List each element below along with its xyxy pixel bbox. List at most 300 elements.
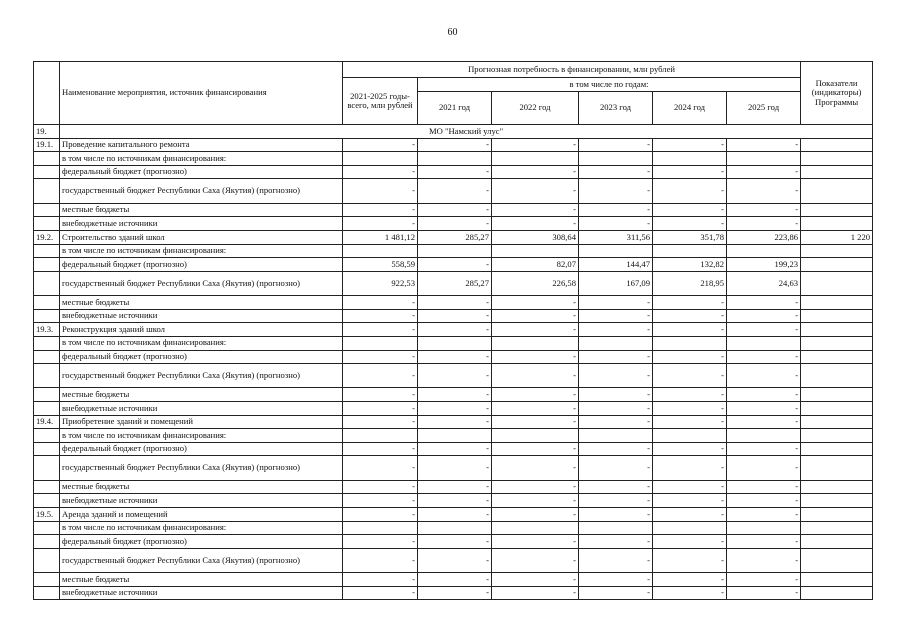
row-value: - [343,203,418,217]
row-value: - [727,179,801,203]
table-row [34,429,873,443]
table-row [34,244,873,258]
row-value: - [492,535,579,549]
row-name: внебюджетные источники [60,402,343,416]
row-value [653,152,727,166]
row-value: - [343,456,418,480]
row-value [492,152,579,166]
row-number [34,350,60,364]
row-indicator [801,521,873,535]
row-value: - [579,203,653,217]
table-row [34,323,873,337]
row-number: 19.5. [34,508,60,522]
row-value: 144,47 [579,258,653,272]
table-row [34,258,873,272]
row-value: - [418,480,492,494]
row-value [492,336,579,350]
row-indicator [801,586,873,600]
row-number [34,521,60,535]
table-row [34,165,873,179]
row-number [34,258,60,272]
row-number [34,429,60,443]
row-number [34,336,60,350]
table-row [34,535,873,549]
row-value: - [727,535,801,549]
row-value: - [653,535,727,549]
row-value: - [343,548,418,572]
row-value: - [579,480,653,494]
row-name: Реконструкция зданий школ [60,323,343,337]
row-value: - [343,494,418,508]
row-number [34,165,60,179]
row-indicator [801,508,873,522]
row-value: - [343,296,418,310]
row-value: - [418,350,492,364]
row-number [34,271,60,295]
row-name: государственный бюджет Республики Саха (Якутия) (прогнозно) [60,456,343,480]
row-name: Аренда зданий и помещений [60,508,343,522]
row-value: - [727,402,801,416]
row-indicator [801,415,873,429]
row-value: - [492,548,579,572]
table-row [34,152,873,166]
row-value: - [418,586,492,600]
row-name: в том числе по источникам финансирования: [60,244,343,258]
table-row [34,203,873,217]
row-name: федеральный бюджет (прогнозно) [60,350,343,364]
row-name: федеральный бюджет (прогнозно) [60,535,343,549]
header-total: 2021-2025 годы- всего, млн рублей [343,78,418,125]
row-value: - [653,296,727,310]
row-number [34,586,60,600]
row-name: федеральный бюджет (прогнозно) [60,165,343,179]
row-value: - [727,442,801,456]
table-row [34,364,873,388]
row-value: 308,64 [492,230,579,244]
row-number [34,364,60,388]
table-row [34,573,873,587]
row-indicator [801,480,873,494]
row-value [418,429,492,443]
row-value: - [343,480,418,494]
row-value [343,336,418,350]
row-value: - [492,508,579,522]
row-name: местные бюджеты [60,203,343,217]
row-value: 351,78 [653,230,727,244]
row-name: в том числе по источникам финансирования: [60,336,343,350]
row-name: местные бюджеты [60,573,343,587]
row-value: - [418,535,492,549]
row-indicator [801,323,873,337]
row-value: - [492,165,579,179]
row-value: - [492,456,579,480]
row-value: - [579,508,653,522]
row-indicator [801,388,873,402]
row-value: - [492,388,579,402]
row-value: - [343,508,418,522]
page-number: 60 [447,27,458,38]
row-name: внебюджетные источники [60,494,343,508]
row-number: 19.3. [34,323,60,337]
row-value: - [727,456,801,480]
row-name: Проведение капитального ремонта [60,138,343,152]
financing-table [33,61,873,600]
row-value: 922,53 [343,271,418,295]
row-value: - [492,323,579,337]
row-value: - [579,388,653,402]
row-value: - [492,364,579,388]
row-value: - [653,350,727,364]
row-number: 19.1. [34,138,60,152]
row-indicator [801,535,873,549]
row-value: - [343,309,418,323]
row-value: - [343,350,418,364]
row-value: - [418,179,492,203]
row-value: - [343,138,418,152]
row-indicator [801,350,873,364]
table-row [34,230,873,244]
table-row [34,508,873,522]
row-value: - [727,350,801,364]
row-name: в том числе по источникам финансирования: [60,521,343,535]
row-value: - [653,586,727,600]
row-value: - [727,480,801,494]
row-value: - [343,388,418,402]
row-value [579,429,653,443]
row-number [34,456,60,480]
row-value: - [727,573,801,587]
row-name: федеральный бюджет (прогнозно) [60,442,343,456]
row-name: государственный бюджет Республики Саха (Якутия) (прогнозно) [60,179,343,203]
row-value: - [653,573,727,587]
row-value [579,152,653,166]
section-number: 19. [34,125,60,139]
row-value: - [653,494,727,508]
header-by-years: в том числе по годам: [418,78,801,92]
row-value: - [418,258,492,272]
table-row [34,548,873,572]
table-row [34,521,873,535]
row-indicator [801,494,873,508]
row-value [343,521,418,535]
row-value: - [492,179,579,203]
table-body [34,125,873,600]
row-value: - [653,217,727,231]
row-value: - [418,203,492,217]
table-row [34,494,873,508]
row-value [727,336,801,350]
row-value: 199,23 [727,258,801,272]
row-value: - [418,138,492,152]
row-value: - [492,480,579,494]
row-value: 1 481,12 [343,230,418,244]
row-indicator [801,203,873,217]
row-number [34,309,60,323]
row-value [343,244,418,258]
table-header [34,62,873,125]
row-value: - [343,402,418,416]
row-value [492,244,579,258]
table-row [34,336,873,350]
row-value: 285,27 [418,230,492,244]
row-indicator [801,165,873,179]
header-year-2024: 2024 год [653,92,727,125]
row-value: 558,59 [343,258,418,272]
row-value [418,152,492,166]
row-value: - [653,138,727,152]
row-value [653,521,727,535]
row-value: - [653,165,727,179]
row-indicator [801,309,873,323]
row-name: государственный бюджет Республики Саха (Якутия) (прогнозно) [60,271,343,295]
row-value: - [653,179,727,203]
row-value: - [418,494,492,508]
row-number [34,480,60,494]
row-indicator [801,364,873,388]
row-value: - [579,573,653,587]
row-number: 19.2. [34,230,60,244]
row-value: 24,63 [727,271,801,295]
row-value [653,244,727,258]
table-row [34,586,873,600]
row-value: - [343,323,418,337]
row-indicator [801,456,873,480]
row-indicator [801,296,873,310]
header-num-cell [34,62,60,125]
row-value: - [492,217,579,231]
row-value: - [727,296,801,310]
row-value: - [579,309,653,323]
row-value [653,429,727,443]
row-value: - [727,165,801,179]
row-indicator [801,442,873,456]
row-value: - [418,364,492,388]
table-row [34,271,873,295]
row-value [727,244,801,258]
row-value: - [492,442,579,456]
row-value: 285,27 [418,271,492,295]
row-value [727,152,801,166]
row-value [418,244,492,258]
row-value: - [418,309,492,323]
row-value: - [653,309,727,323]
row-indicator [801,258,873,272]
row-value: - [343,415,418,429]
row-name: Строительство зданий школ [60,230,343,244]
row-value: - [579,179,653,203]
row-value: - [492,415,579,429]
row-value: - [418,323,492,337]
row-value: 223,86 [727,230,801,244]
header-year-2025: 2025 год [727,92,801,125]
row-value: - [343,535,418,549]
row-value: - [579,494,653,508]
row-value: - [653,442,727,456]
row-value: - [579,296,653,310]
row-value: - [492,309,579,323]
row-name: внебюджетные источники [60,309,343,323]
row-number [34,179,60,203]
row-indicator: 1 220 [801,230,873,244]
row-number [34,494,60,508]
row-value [727,429,801,443]
row-value [343,152,418,166]
row-indicator [801,179,873,203]
row-name: Приобретение зданий и помещений [60,415,343,429]
row-value: - [343,165,418,179]
row-value: - [727,217,801,231]
table-row [34,456,873,480]
row-value: - [579,586,653,600]
row-name: в том числе по источникам финансирования: [60,152,343,166]
row-value: - [343,217,418,231]
row-value: - [492,402,579,416]
table-row [34,388,873,402]
row-value: - [492,296,579,310]
row-value: - [343,179,418,203]
row-name: в том числе по источникам финансирования: [60,429,343,443]
row-value: - [579,456,653,480]
row-name: государственный бюджет Республики Саха (Якутия) (прогнозно) [60,364,343,388]
row-value: - [653,548,727,572]
row-value: - [418,573,492,587]
row-number [34,548,60,572]
row-value: - [727,415,801,429]
row-value: - [727,309,801,323]
row-value: - [727,138,801,152]
table-row [34,350,873,364]
row-value: 82,07 [492,258,579,272]
row-value: - [418,442,492,456]
header-year-2023: 2023 год [579,92,653,125]
row-value: - [418,415,492,429]
row-value: - [418,456,492,480]
row-name: местные бюджеты [60,480,343,494]
row-value [727,521,801,535]
row-value: - [492,350,579,364]
row-value: - [579,350,653,364]
row-value: - [727,508,801,522]
row-value: - [653,203,727,217]
row-value: - [492,138,579,152]
row-number [34,402,60,416]
row-number [34,388,60,402]
row-number [34,535,60,549]
row-value [343,429,418,443]
table-row [34,415,873,429]
row-value: - [579,548,653,572]
header-year-2022: 2022 год [492,92,579,125]
row-number [34,203,60,217]
table-row [34,442,873,456]
row-value: 167,09 [579,271,653,295]
row-number [34,217,60,231]
row-number [34,152,60,166]
row-indicator [801,402,873,416]
row-value: - [653,415,727,429]
row-value [492,429,579,443]
row-indicator [801,336,873,350]
table-row [34,480,873,494]
table-row [34,179,873,203]
row-value: - [727,364,801,388]
row-value [579,244,653,258]
row-value: - [418,402,492,416]
row-indicator [801,271,873,295]
row-value: - [343,364,418,388]
row-value: - [492,494,579,508]
row-number [34,244,60,258]
row-value: - [727,548,801,572]
header-name-column: Наименование мероприятия, источник финансирования [60,62,343,125]
row-value: - [579,415,653,429]
row-value [418,521,492,535]
row-number: 19.4. [34,415,60,429]
row-value: - [653,402,727,416]
row-value: - [579,442,653,456]
row-value: - [418,548,492,572]
row-number [34,296,60,310]
row-value: - [418,296,492,310]
row-indicator [801,244,873,258]
row-value: - [418,388,492,402]
row-number [34,442,60,456]
table-row [34,309,873,323]
section-title: МО "Намский улус" [60,125,873,139]
table-row [34,138,873,152]
header-year-2021: 2021 год [418,92,492,125]
row-indicator [801,573,873,587]
row-value: - [343,586,418,600]
table-row [34,217,873,231]
row-value: - [492,586,579,600]
row-value [653,336,727,350]
row-name: местные бюджеты [60,296,343,310]
row-name: местные бюджеты [60,388,343,402]
row-value [418,336,492,350]
section-row [34,125,873,139]
row-value: - [727,203,801,217]
row-value [579,336,653,350]
row-value: - [727,494,801,508]
row-name: внебюджетные источники [60,586,343,600]
row-value [492,521,579,535]
row-value: - [579,323,653,337]
row-value [579,521,653,535]
row-value: - [579,535,653,549]
row-number [34,573,60,587]
table-row [34,402,873,416]
row-indicator [801,138,873,152]
row-value: - [343,573,418,587]
row-value: - [727,586,801,600]
row-value: - [727,388,801,402]
row-value: 218,95 [653,271,727,295]
row-value: - [492,203,579,217]
row-value: - [653,480,727,494]
table-row [34,296,873,310]
row-value: - [418,217,492,231]
row-name: внебюджетные источники [60,217,343,231]
row-value: 226,58 [492,271,579,295]
row-value: 132,82 [653,258,727,272]
row-indicator [801,548,873,572]
row-name: федеральный бюджет (прогнозно) [60,258,343,272]
row-value: - [418,165,492,179]
row-value: - [579,138,653,152]
row-indicator [801,429,873,443]
row-value: - [579,402,653,416]
